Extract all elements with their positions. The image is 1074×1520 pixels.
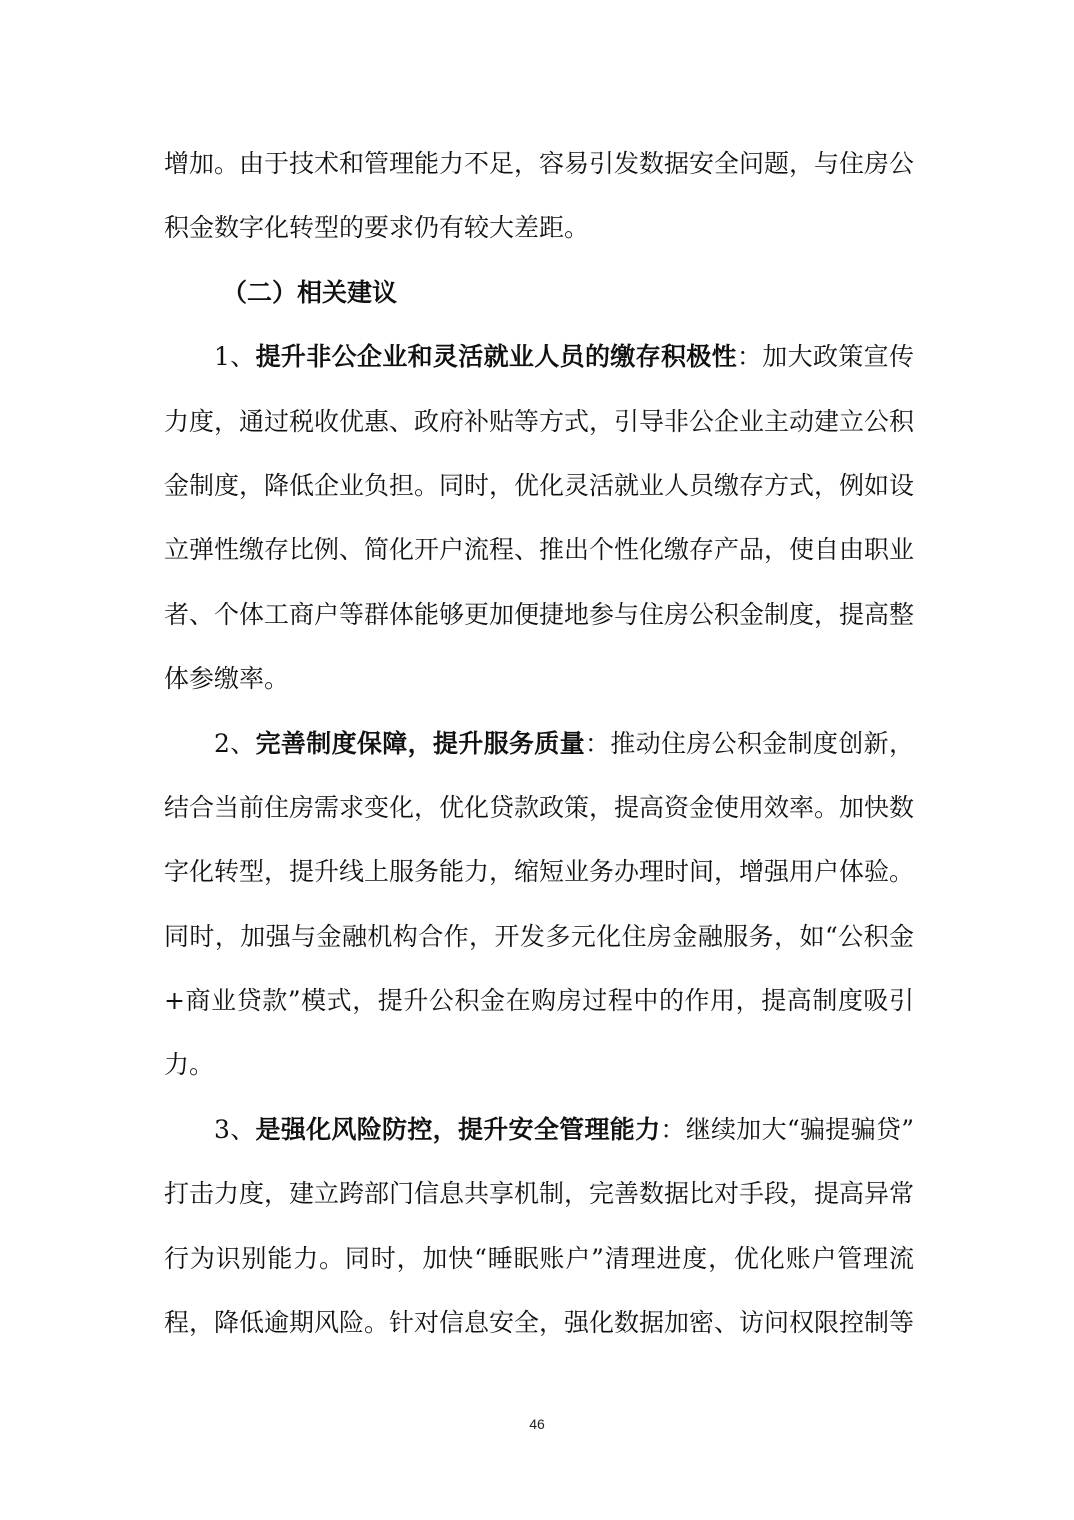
item-first-line-text: ：加大政策宣传	[736, 342, 914, 372]
paragraph-line: 程，降低逾期风险。针对信息安全，强化数据加密、访问权限控制等	[164, 1308, 914, 1338]
page-number: 46	[529, 1416, 545, 1432]
paragraph-line: 立弹性缴存比例、简化开户流程、推出个性化缴存产品，使自由职业	[164, 535, 914, 565]
paragraph-line: 行为识别能力。同时，加快“睡眠账户”清理进度，优化账户管理流	[164, 1243, 914, 1273]
paragraph-line: 体参缴率。	[164, 664, 290, 694]
paragraph-line: 增加。由于技术和管理能力不足，容易引发数据安全问题，与住房公	[164, 149, 914, 178]
item-number: 1、	[214, 342, 256, 372]
item-first-line-text: ：继续加大“骗提骗贷”	[660, 1114, 914, 1144]
paragraph-line: 者、个体工商户等群体能够更加便捷地参与住房公积金制度，提高整	[164, 599, 914, 629]
item-2-first-line	[164, 712, 914, 776]
paragraph-line: 结合当前住房需求变化，优化贷款政策，提高资金使用效率。加快数	[164, 792, 914, 822]
section-heading: （二）相关建议	[222, 277, 398, 307]
paragraph-line: 金制度，降低企业负担。同时，优化灵活就业人员缴存方式，例如设	[164, 470, 914, 500]
item-3-first-line	[164, 1098, 914, 1162]
paragraph-line: 力。	[164, 1050, 215, 1080]
item-bold-title: 提升非公企业和灵活就业人员的缴存积极性	[255, 342, 737, 372]
document-body	[164, 132, 914, 1355]
paragraph-line: 字化转型，提升线上服务能力，缩短业务办理时间，增强用户体验。	[164, 857, 914, 887]
item-bold-title: 是强化风险防控，提升安全管理能力	[255, 1114, 661, 1144]
item-number: 3、	[214, 1114, 256, 1144]
item-1-first-line	[164, 325, 914, 389]
item-bold-title: 完善制度保障，提升服务质量	[255, 728, 585, 758]
paragraph-line: +商业贷款”模式，提升公积金在购房过程中的作用，提高制度吸引	[164, 986, 914, 1016]
paragraph-line: 力度，通过税收优惠、政府补贴等方式，引导非公企业主动建立公积	[164, 406, 914, 436]
paragraph-line: 同时，加强与金融机构合作，开发多元化住房金融服务，如“公积金	[164, 921, 914, 951]
item-number: 2、	[214, 728, 256, 758]
paragraph-line: 积金数字化转型的要求仍有较大差距。	[164, 213, 590, 243]
paragraph-line: 打击力度，建立跨部门信息共享机制，完善数据比对手段，提高异常	[164, 1179, 914, 1209]
item-first-line-text: ：推动住房公积金制度创新，	[584, 728, 914, 758]
